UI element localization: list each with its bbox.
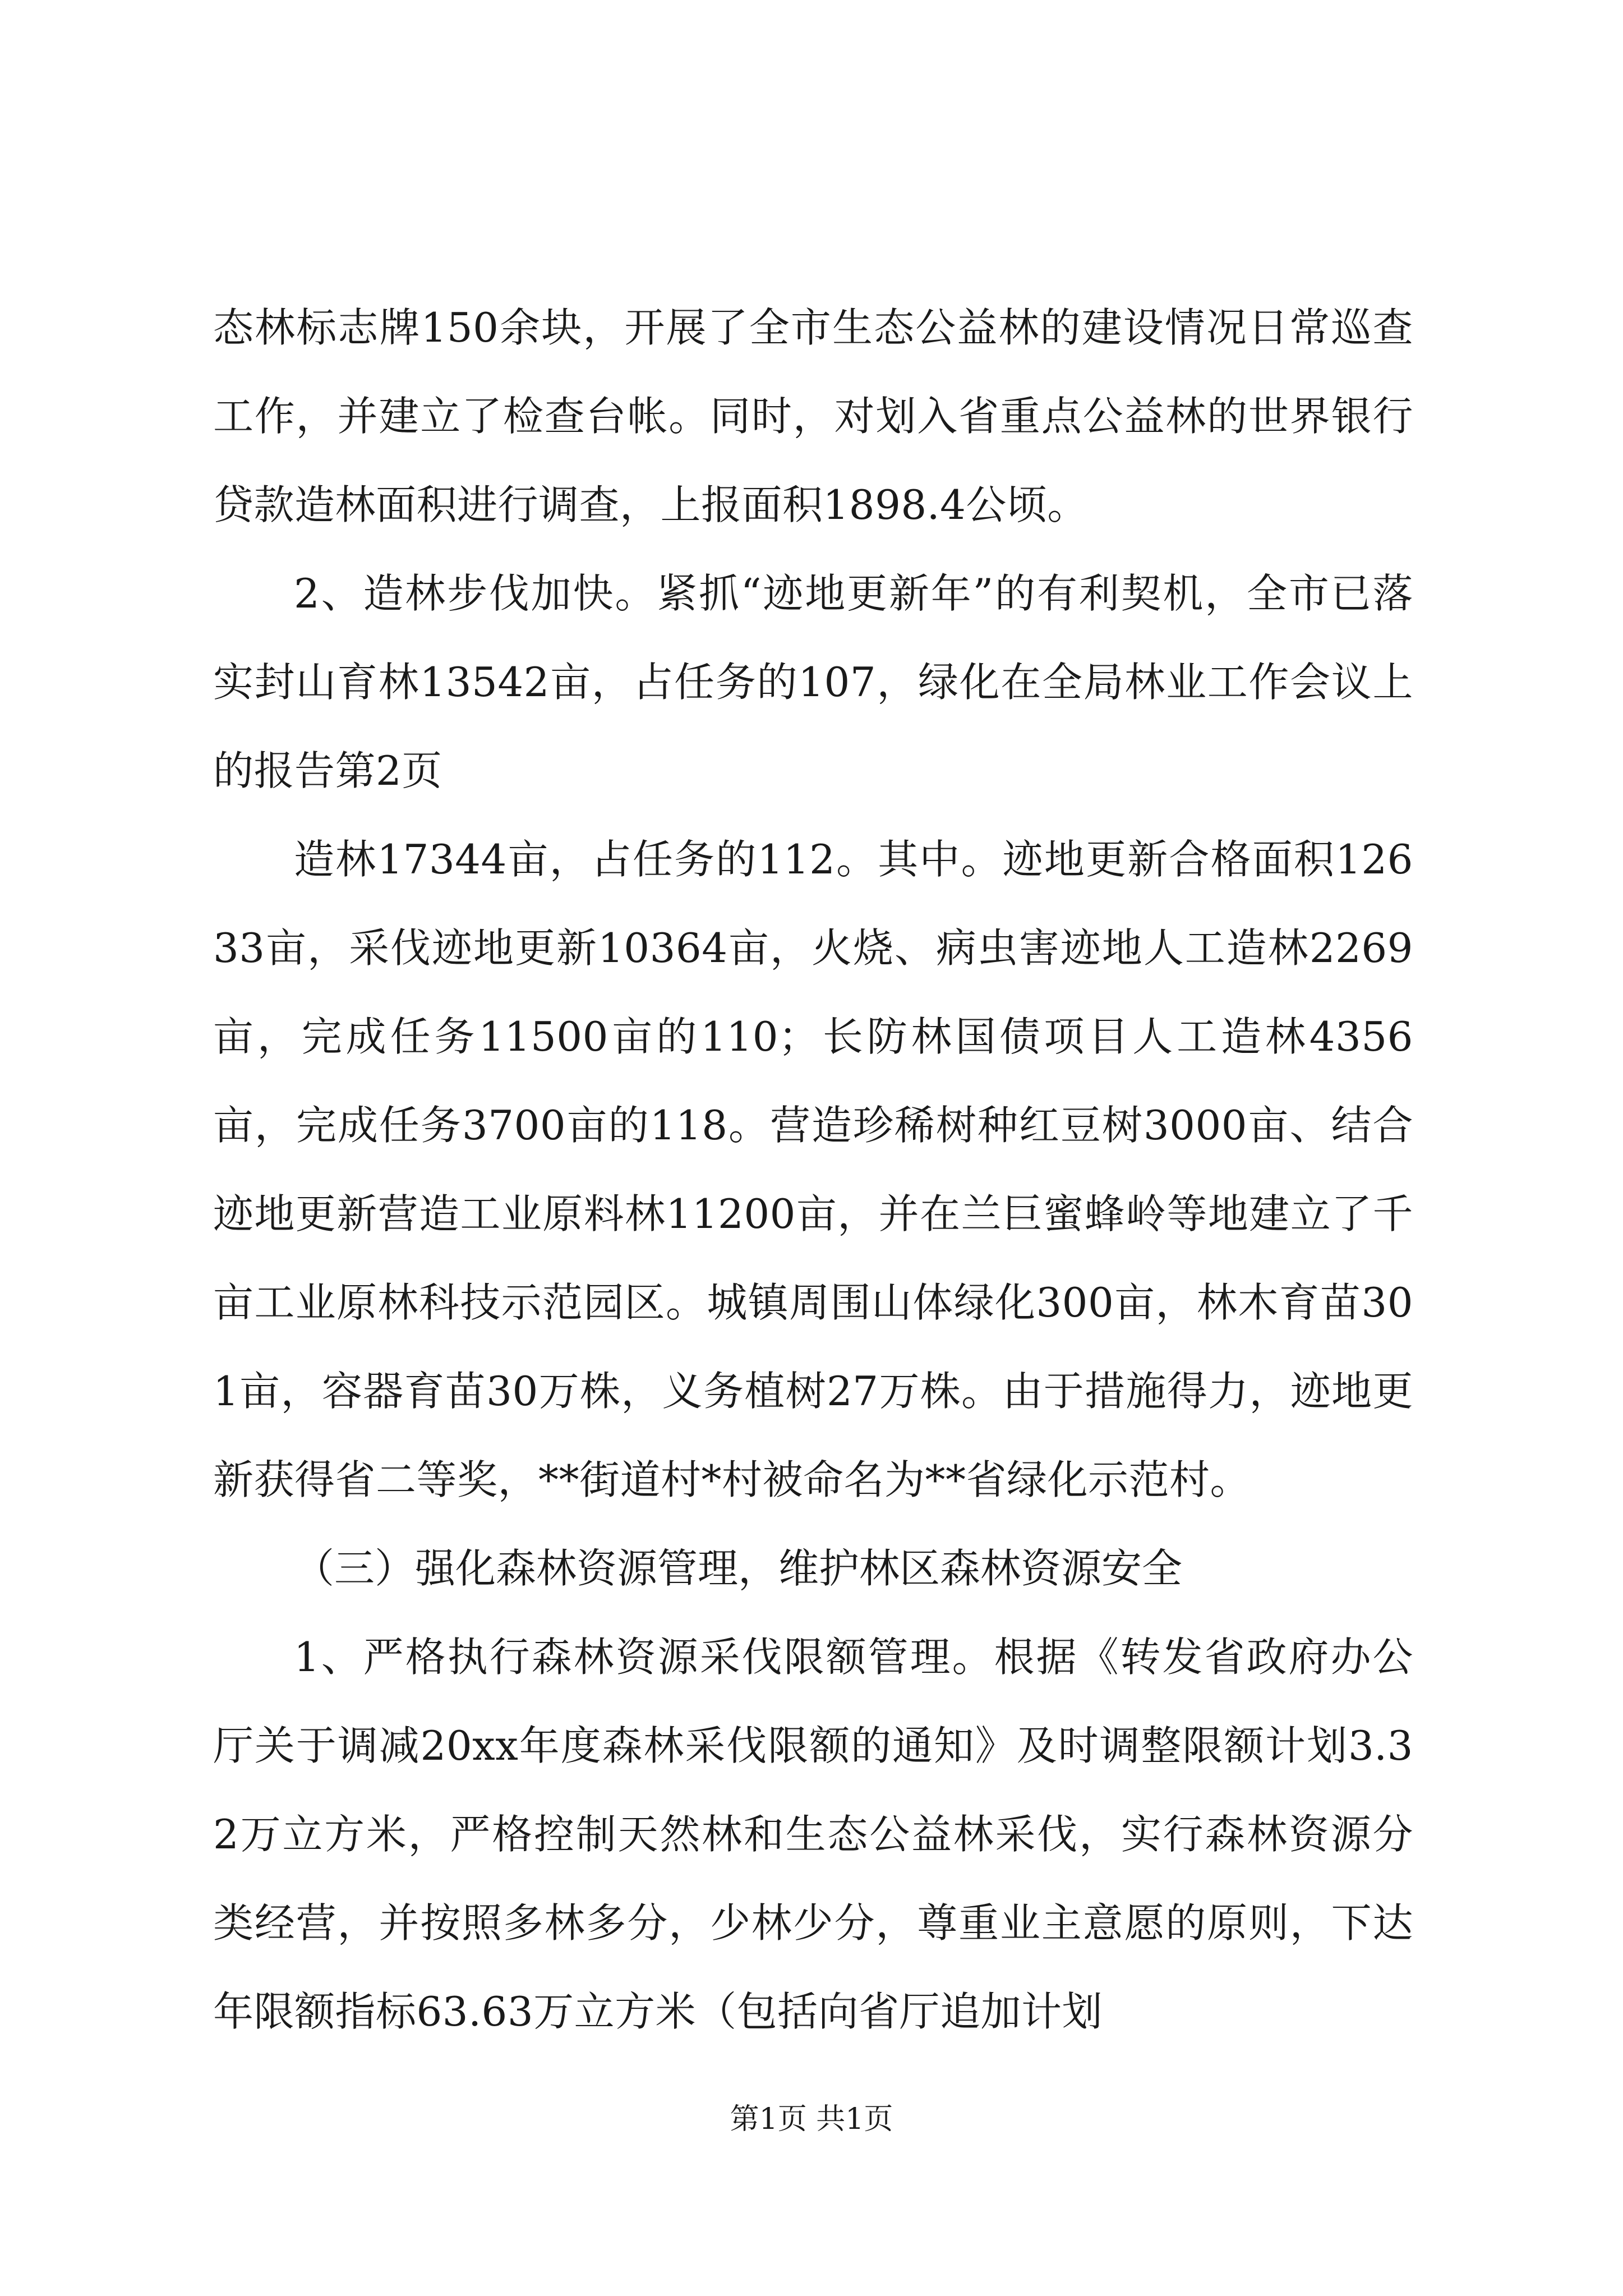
document-body: [213, 283, 1413, 2056]
paragraph-afforestation-details: 造林17344亩，占任务的112。其中。迹地更新合格面积12633亩，采伐迹地更新10364亩，火烧、病虫害迹地人工造林2269亩，完成任务11500亩的110；长防林国债项目人工造林4356亩，完成任务3700亩的118。营造珍稀树种红豆树3000亩、结合迹地更新营造工业原料林11200亩，并在兰巨蜜蜂岭等地建立了千亩工业原林科技示范园区。城镇周围山体绿化300亩，林木育苗301亩，容器育苗30万株，义务植树27万株。由于措施得力，迹地更新获得省二等奖，**街道村*村被命名为**省绿化示范村。: [213, 836, 1413, 1503]
paragraph-logging-quota: 1、严格执行森林资源采伐限额管理。根据《转发省政府办公厅关于调减20xx年度森林采伐限额的通知》及时调整限额计划3.32万立方米，严格控制天然林和生态公益林采伐，实行森林资源分类经营，并按照多林多分，少林少分，尊重业主意愿的原则，下达年限额指标63.63万立方米（包括向省厅追加计划: [213, 1634, 1413, 2035]
section-heading: （三）强化森林资源管理，维护林区森林资源安全: [294, 1545, 1183, 1592]
page-footer: 第1页 共1页: [730, 2102, 893, 2136]
paragraph-continued: 态林标志牌150余块，开展了全市生态公益林的建设情况日常巡查工作，并建立了检查台帐。同时，对划入省重点公益林的世界银行贷款造林面积进行调查，上报面积1898.4公顷。: [213, 304, 1413, 528]
paragraph-afforestation: 2、造林步伐加快。紧抓“迹地更新年”的有利契机，全市已落实封山育林13542亩，占任务的107，绿化在全局林业工作会议上的报告第2页: [213, 570, 1413, 794]
